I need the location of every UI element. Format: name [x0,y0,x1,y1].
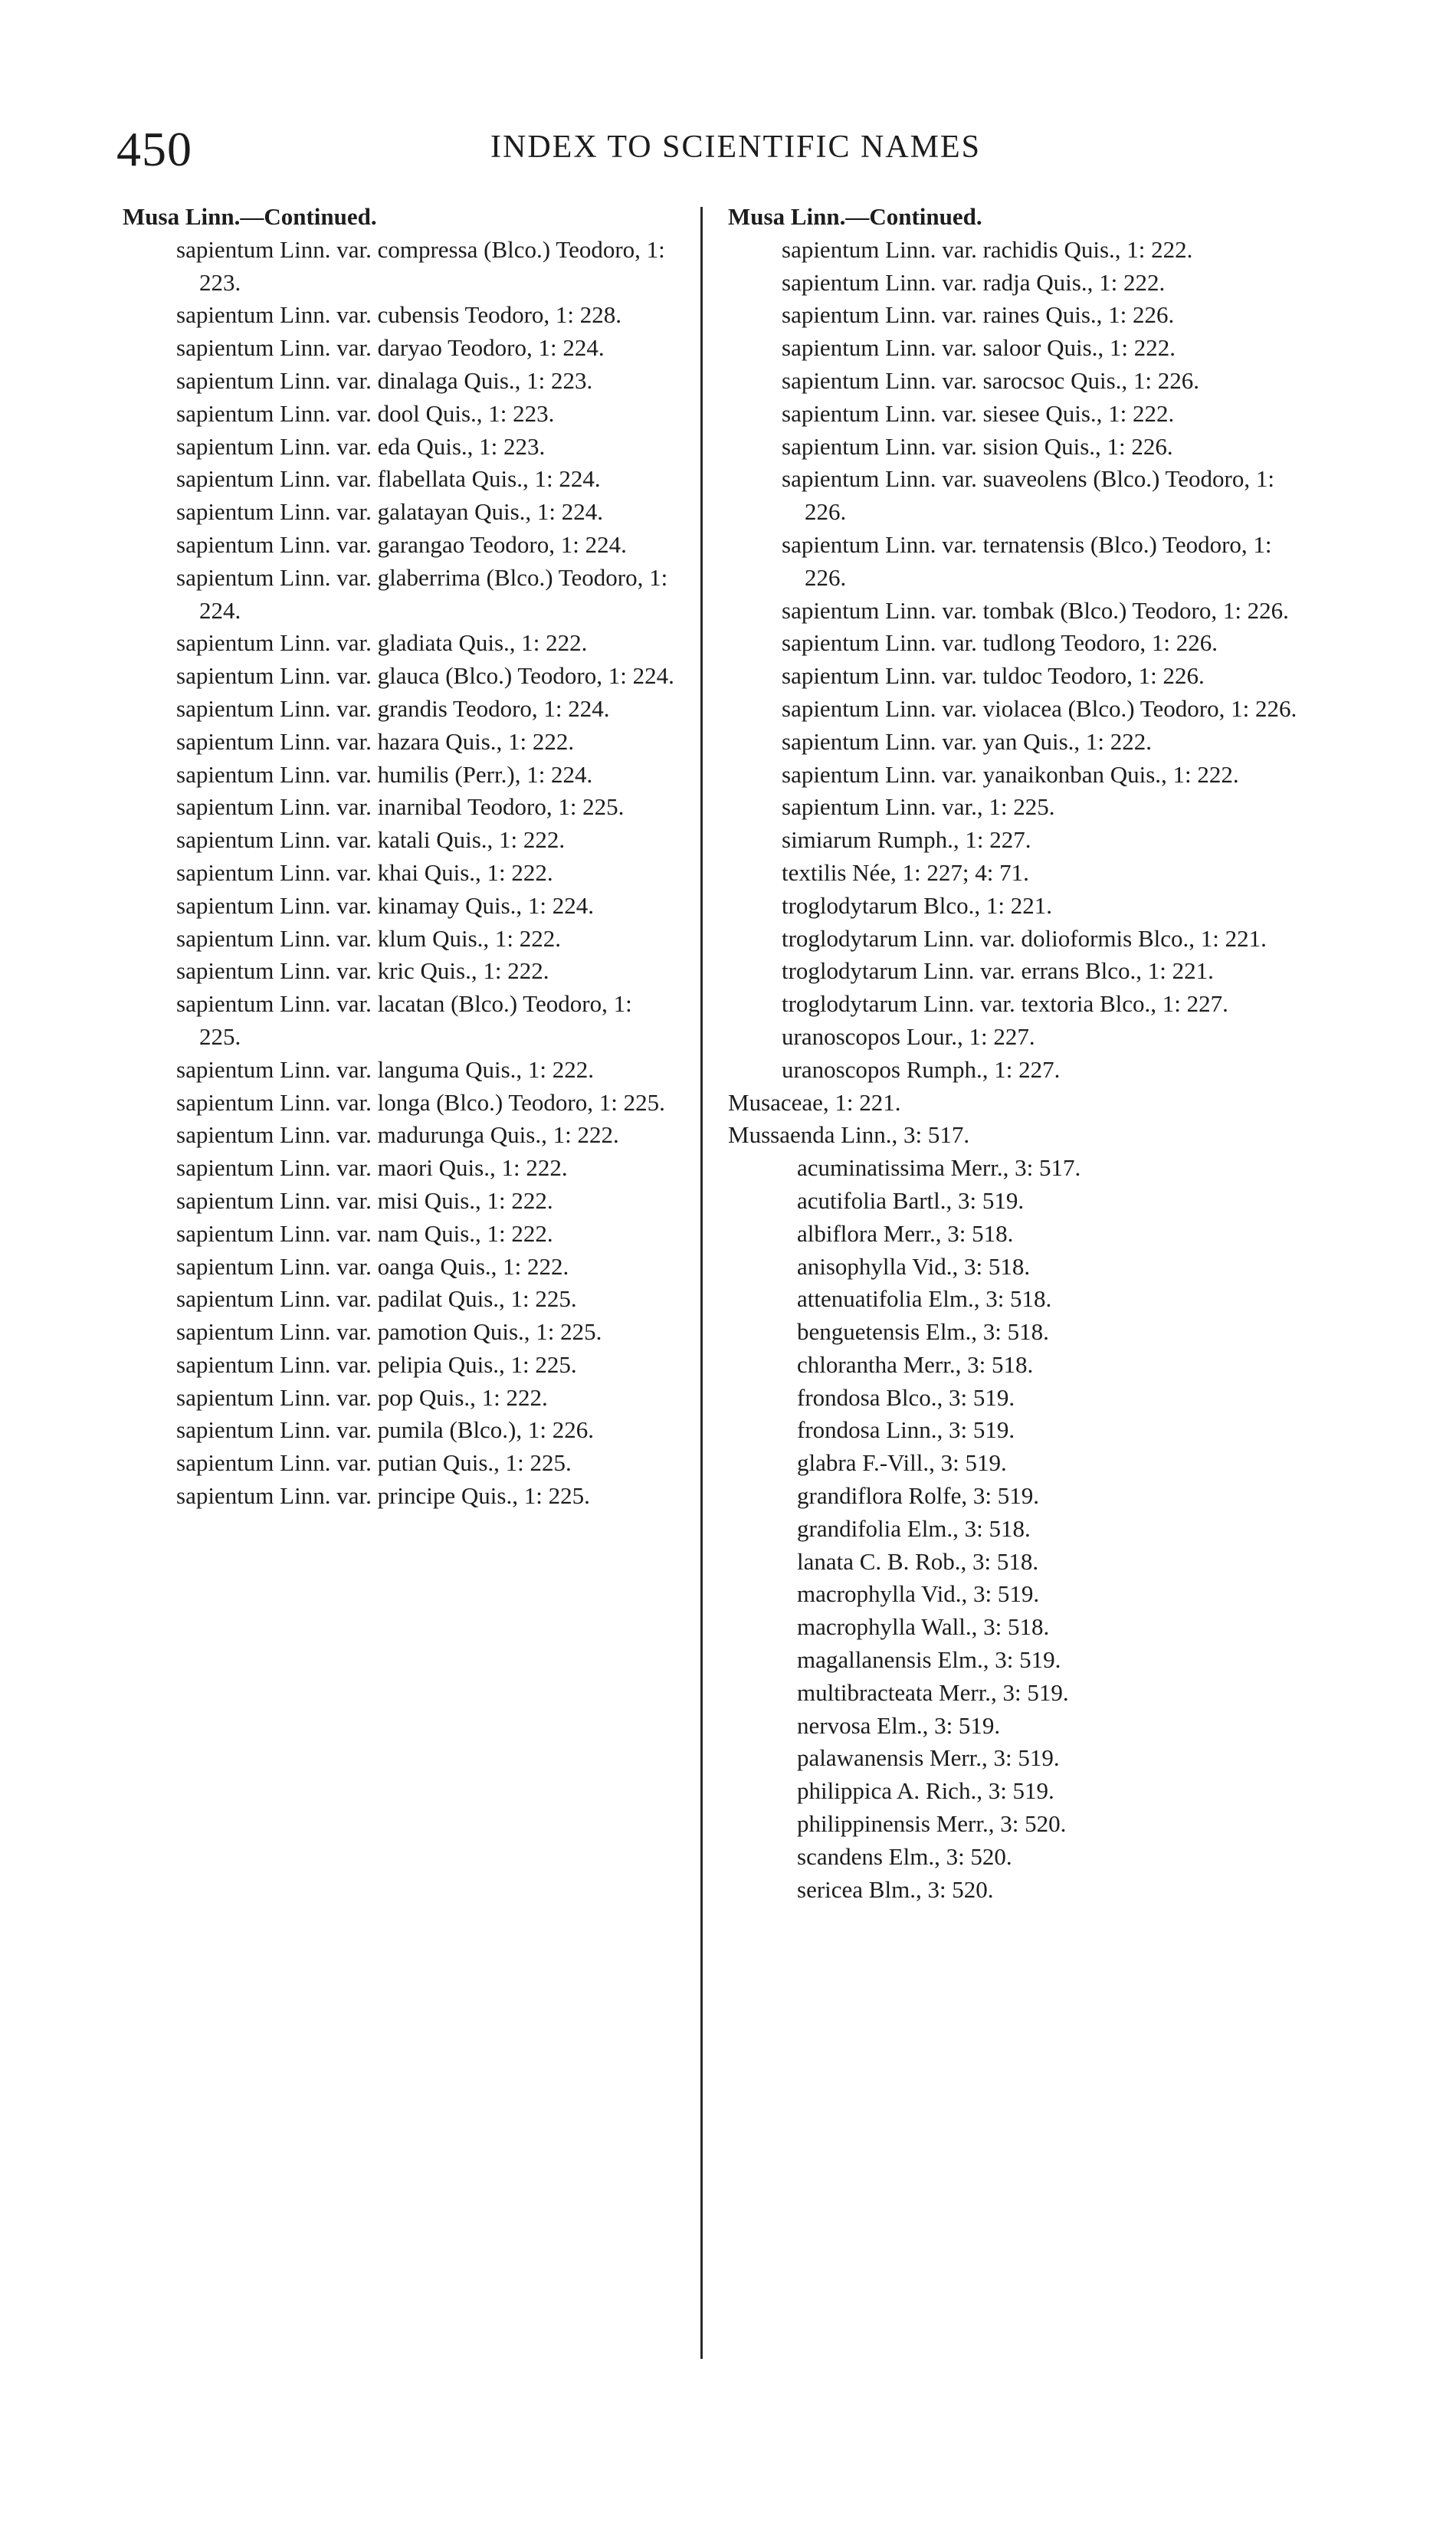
index-entry: sapientum Linn. var. gladiata Quis., 1: 222. [176,629,588,657]
index-entry: sapientum Linn. var. pamotion Quis., 1: 225. [176,1318,602,1346]
index-entry: acuminatissima Merr., 3: 517. [797,1154,1081,1182]
index-entry: anisophylla Vid., 3: 518. [797,1252,1031,1280]
index-entry: troglodytarum Linn. var. dolioformis Blco., 1: 221. [782,924,1267,952]
index-entry: uranoscopos Lour., 1: 227. [782,1022,1035,1050]
index-entry: albiflora Merr., 3: 518. [797,1219,1014,1247]
index-entry: sapientum Linn. var. suaveolens (Blco.) Teodoro, 1: 226. [782,465,1274,526]
index-entry: sapientum Linn. var. glaberrima (Blco.) Teodoro, 1: 224. [176,563,668,624]
index-entry: sapientum Linn. var. padilat Quis., 1: 225. [176,1285,577,1313]
index-heading: Musaceae, 1: 221. [728,1088,901,1116]
page-number: 450 [116,122,192,176]
running-title: INDEX TO SCIENTIFIC NAMES [490,130,981,165]
index-entry: sapientum Linn. var. languma Quis., 1: 222. [176,1055,595,1083]
index-entry: sapientum Linn. var. dinalaga Quis., 1: 223. [176,366,593,394]
index-entry: uranoscopos Rumph., 1: 227. [782,1055,1061,1083]
index-entry: sapientum Linn. var., 1: 225. [782,793,1055,821]
index-entry: sapientum Linn. var. tuldoc Teodoro, 1: 226. [782,662,1205,690]
index-entry: scandens Elm., 3: 520. [797,1842,1012,1870]
index-entry: palawanensis Merr., 3: 519. [797,1744,1060,1772]
index-entry: sapientum Linn. var. violacea (Blco.) Teodoro, 1: 226. [782,694,1297,722]
index-entry: sapientum Linn. var. kinamay Quis., 1: 224. [176,891,595,919]
index-entry: simiarum Rumph., 1: 227. [782,826,1031,854]
index-entry: sapientum Linn. var. dool Quis., 1: 223. [176,399,555,427]
index-entry: sapientum Linn. var. lacatan (Blco.) Teodoro, 1: 225. [176,990,632,1050]
index-entry: troglodytarum Linn. var. errans Blco., 1: 221. [782,957,1214,985]
index-entry: sapientum Linn. var. flabellata Quis., 1: 224. [176,465,601,493]
index-entry: sapientum Linn. var. saloor Quis., 1: 222. [782,334,1176,362]
index-entry: sapientum Linn. var. galatayan Quis., 1: 224. [176,498,604,526]
index-entry: frondosa Linn., 3: 519. [797,1416,1015,1444]
index-heading: Musa Linn.—Continued. [123,203,377,230]
index-entry: sapientum Linn. var. pelipia Quis., 1: 225. [176,1350,577,1378]
index-entry: sapientum Linn. var. yan Quis., 1: 222. [782,727,1153,755]
index-entry: sapientum Linn. var. garangao Teodoro, 1: 224. [176,530,627,558]
index-heading: Musa Linn.—Continued. [728,203,982,230]
index-entry: sapientum Linn. var. cubensis Teodoro, 1: 228. [176,301,622,329]
page-header [107,121,1364,182]
index-entry: sapientum Linn. var. pop Quis., 1: 222. [176,1383,548,1411]
column-divider [700,207,703,2359]
index-column-left [123,201,674,1513]
index-entry: sapientum Linn. var. kric Quis., 1: 222. [176,957,549,985]
index-entry: sapientum Linn. var. inarnibal Teodoro, 1: 225. [176,793,625,821]
index-entry: textilis Née, 1: 227; 4: 71. [782,858,1029,886]
index-entry: grandiflora Rolfe, 3: 519. [797,1482,1039,1510]
index-heading: Mussaenda Linn., 3: 517. [728,1121,970,1149]
index-entry: sapientum Linn. var. siesee Quis., 1: 222. [782,399,1175,427]
index-entry: sapientum Linn. var. humilis (Perr.), 1: 224. [176,760,593,788]
index-entry: sapientum Linn. var. eda Quis., 1: 223. [176,432,546,460]
index-entry: sapientum Linn. var. daryao Teodoro, 1: 224. [176,334,605,362]
index-entry: sericea Blm., 3: 520. [797,1875,994,1903]
index-entry: sapientum Linn. var. radja Quis., 1: 222. [782,268,1166,296]
index-entry: sapientum Linn. var. pumila (Blco.), 1: 226. [176,1416,594,1444]
index-entry: sapientum Linn. var. compressa (Blco.) Teodoro, 1: 223. [176,235,665,296]
index-entry: attenuatifolia Elm., 3: 518. [797,1285,1052,1313]
index-entry: sapientum Linn. var. rachidis Quis., 1: 222. [782,235,1193,263]
index-entry: sapientum Linn. var. maori Quis., 1: 222. [176,1154,568,1182]
index-entry: frondosa Blco., 3: 519. [797,1383,1015,1411]
index-entry: sapientum Linn. var. longa (Blco.) Teodoro, 1: 225. [176,1088,665,1116]
index-entry: troglodytarum Blco., 1: 221. [782,891,1053,919]
index-entry: sapientum Linn. var. hazara Quis., 1: 222. [176,727,575,755]
index-entry: philippinensis Merr., 3: 520. [797,1810,1067,1838]
index-entry: sapientum Linn. var. principe Quis., 1: 225. [176,1482,590,1510]
index-entry: sapientum Linn. var. raines Quis., 1: 226. [782,301,1175,329]
index-entry: sapientum Linn. var. katali Quis., 1: 222. [176,826,566,854]
index-entry: grandifolia Elm., 3: 518. [797,1514,1031,1542]
index-entry: sapientum Linn. var. sarocsoc Quis., 1: 226. [782,366,1199,394]
index-entry: sapientum Linn. var. ternatensis (Blco.) Teodoro, 1: 226. [782,530,1272,591]
index-entry: nervosa Elm., 3: 519. [797,1711,1001,1739]
index-entry: troglodytarum Linn. var. textoria Blco., 1: 227. [782,990,1228,1018]
index-entry: sapientum Linn. var. putian Quis., 1: 225. [176,1449,572,1477]
index-entry: sapientum Linn. var. sision Quis., 1: 226. [782,432,1173,460]
index-entry: sapientum Linn. var. oanga Quis., 1: 222. [176,1252,569,1280]
index-entry: benguetensis Elm., 3: 518. [797,1318,1049,1346]
index-entry: sapientum Linn. var. glauca (Blco.) Teodoro, 1: 224. [176,662,674,690]
index-column-right [728,201,1307,1906]
index-entry: chlorantha Merr., 3: 518. [797,1350,1034,1378]
index-entry: acutifolia Bartl., 3: 519. [797,1186,1025,1214]
index-entry: magallanensis Elm., 3: 519. [797,1646,1061,1674]
index-entry: sapientum Linn. var. tudlong Teodoro, 1: 226. [782,629,1218,657]
index-entry: sapientum Linn. var. nam Quis., 1: 222. [176,1219,553,1247]
index-entry: philippica A. Rich., 3: 519. [797,1777,1054,1805]
index-entry: multibracteata Merr., 3: 519. [797,1678,1069,1706]
index-entry: lanata C. B. Rob., 3: 518. [797,1547,1039,1575]
index-entry: sapientum Linn. var. yanaikonban Quis., 1: 222. [782,760,1239,788]
index-entry: glabra F.-Vill., 3: 519. [797,1449,1007,1477]
index-entry: macrophylla Wall., 3: 518. [797,1613,1050,1641]
index-entry: macrophylla Vid., 3: 519. [797,1580,1040,1608]
index-entry: sapientum Linn. var. madurunga Quis., 1: 222. [176,1121,619,1149]
index-entry: sapientum Linn. var. khai Quis., 1: 222. [176,858,553,886]
index-entry: sapientum Linn. var. misi Quis., 1: 222. [176,1186,553,1214]
index-entry: sapientum Linn. var. tombak (Blco.) Teodoro, 1: 226. [782,596,1289,624]
index-entry: sapientum Linn. var. klum Quis., 1: 222. [176,924,561,952]
index-entry: sapientum Linn. var. grandis Teodoro, 1: 224. [176,694,610,722]
